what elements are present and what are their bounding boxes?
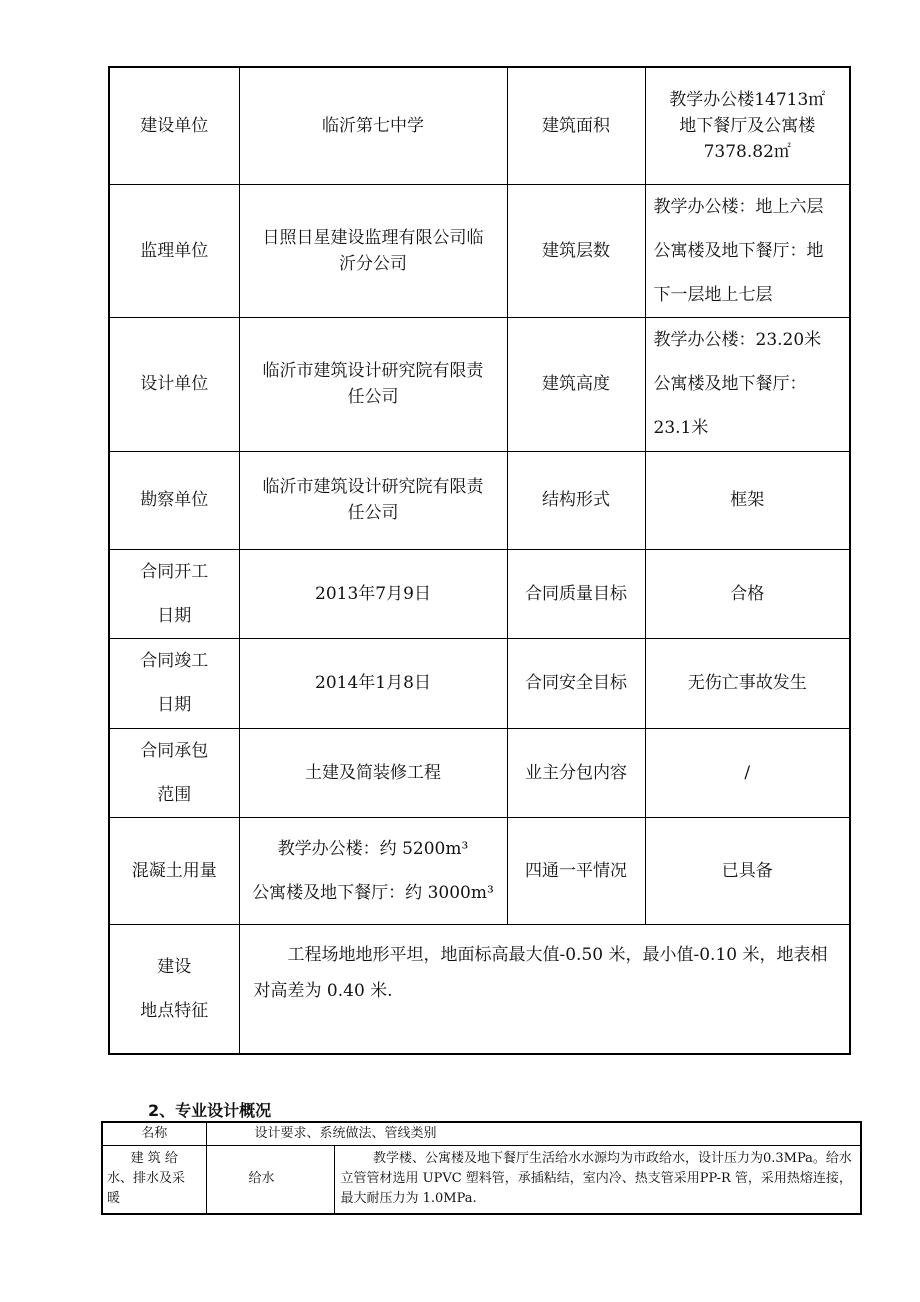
value-construction-unit: 临沂第七中学 [239, 67, 507, 184]
subcategory-cell: 给水 [206, 1146, 334, 1214]
label-building-area: 建筑面积 [507, 67, 645, 184]
label-owner-subcontract: 业主分包内容 [507, 728, 645, 817]
value-supervision-unit: 日照日星建设监理有限公司临 沂分公司 [239, 184, 507, 317]
description-cell: 教学楼、公寓楼及地下餐厅生活给水水源均为市政给水，设计压力为0.3MPa。给水立管管材选用 UPVC 塑料管，承插粘结，室内冷、热支管采用PP-R 管，采用热熔连接，最大耐压力为 1.0MPa. [334, 1146, 861, 1214]
table-row [102, 1146, 861, 1214]
table-row [109, 451, 850, 549]
value-site-readiness: 已具备 [645, 817, 850, 924]
label-contract-scope: 合同承包 范围 [109, 728, 239, 817]
label-design-unit: 设计单位 [109, 317, 239, 451]
section-heading: 2、专业设计概况 [148, 1101, 272, 1120]
table-row [109, 67, 850, 184]
label-supervision-unit: 监理单位 [109, 184, 239, 317]
value-safety-target: 无伤亡事故发生 [645, 638, 850, 728]
table-row [109, 549, 850, 638]
label-building-floors: 建筑层数 [507, 184, 645, 317]
label-contract-start-date: 合同开工 日期 [109, 549, 239, 638]
label-site-features: 建设 地点特征 [109, 924, 239, 1054]
value-contract-start-date: 2013年7月9日 [239, 549, 507, 638]
label-site-readiness: 四通一平情况 [507, 817, 645, 924]
header-description: 设计要求、系统做法、管线类别 [206, 1122, 861, 1146]
value-structure-form: 框架 [645, 451, 850, 549]
label-quality-target: 合同质量目标 [507, 549, 645, 638]
table-row [109, 638, 850, 728]
label-building-height: 建筑高度 [507, 317, 645, 451]
value-building-floors: 教学办公楼：地上六层 公寓楼及地下餐厅：地 下一层地上七层 [645, 184, 850, 317]
table-row [109, 728, 850, 817]
label-concrete-volume: 混凝土用量 [109, 817, 239, 924]
value-quality-target: 合格 [645, 549, 850, 638]
header-name: 名称 [102, 1122, 206, 1146]
table-row [109, 924, 850, 1054]
table-row [109, 184, 850, 317]
value-design-unit: 临沂市建筑设计研究院有限责 任公司 [239, 317, 507, 451]
value-building-height: 教学办公楼：23.20米 公寓楼及地下餐厅： 23.1米 [645, 317, 850, 451]
value-site-features: 工程场地地形平坦，地面标高最大值-0.50 米，最小值-0.10 米，地表相对高差为 0.40 米. [239, 924, 850, 1054]
label-contract-completion-date: 合同竣工 日期 [109, 638, 239, 728]
value-contract-scope: 土建及简装修工程 [239, 728, 507, 817]
category-cell: 建 筑 给 水、排水及采 暖 [102, 1146, 206, 1214]
label-safety-target: 合同安全目标 [507, 638, 645, 728]
value-survey-unit: 临沂市建筑设计研究院有限责 任公司 [239, 451, 507, 549]
label-construction-unit: 建设单位 [109, 67, 239, 184]
value-concrete-volume: 教学办公楼：约 5200m³ 公寓楼及地下餐厅：约 3000m³ [239, 817, 507, 924]
label-survey-unit: 勘察单位 [109, 451, 239, 549]
table-header-row [102, 1122, 861, 1146]
table-row [109, 317, 850, 451]
value-contract-completion-date: 2014年1月8日 [239, 638, 507, 728]
project-info-table [108, 66, 851, 1055]
design-overview-table [101, 1121, 862, 1215]
value-building-area: 教学办公楼14713㎡ 地下餐厅及公寓楼 7378.82㎡ [645, 67, 850, 184]
table-row [109, 817, 850, 924]
value-owner-subcontract: / [645, 728, 850, 817]
label-structure-form: 结构形式 [507, 451, 645, 549]
